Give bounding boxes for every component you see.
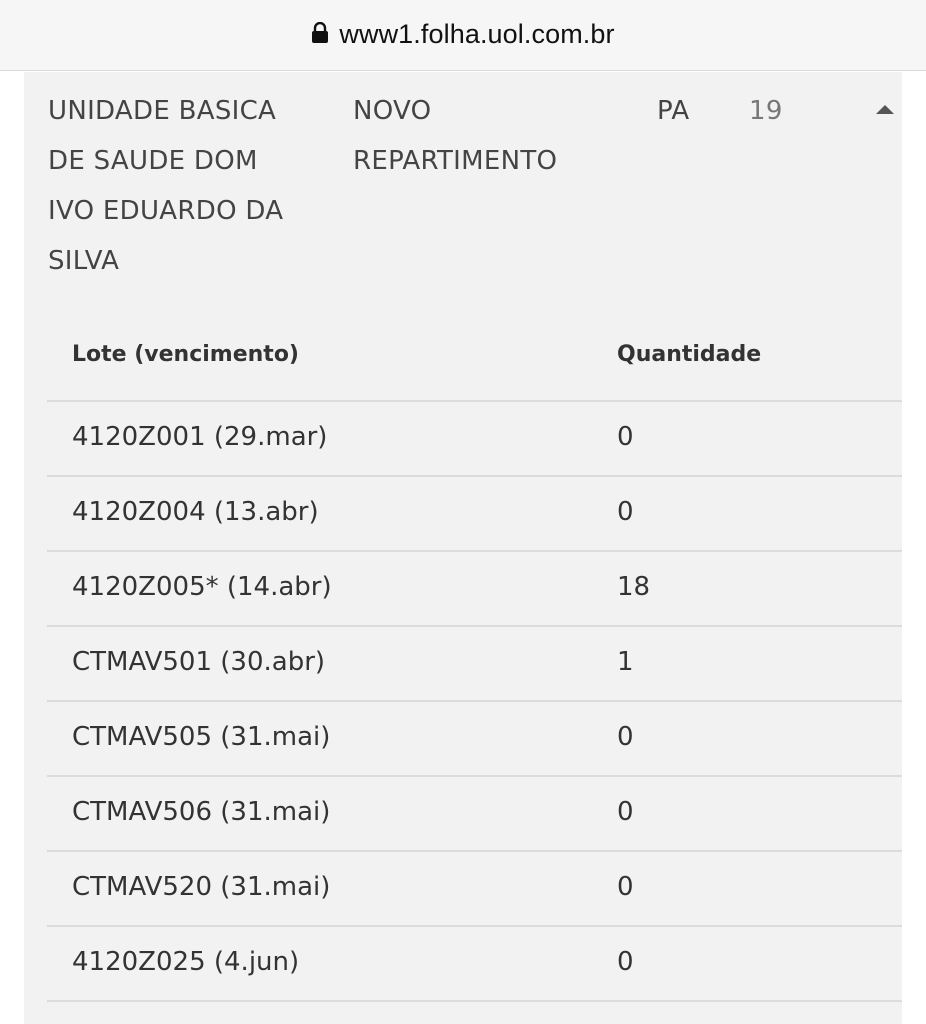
lot-cell: 4120Z004 (13.abr) bbox=[72, 497, 319, 527]
lot-cell: CTMAV506 (31.mai) bbox=[72, 797, 331, 827]
city-name: NOVO REPARTIMENTO bbox=[353, 96, 558, 176]
caret-up-icon[interactable] bbox=[876, 104, 894, 114]
quantity-cell: 1 bbox=[617, 647, 634, 677]
lot-cell: CTMAV501 (30.abr) bbox=[72, 647, 326, 677]
quantity-cell: 18 bbox=[617, 572, 651, 602]
health-unit-name: UNIDADE BASICA DE SAUDE DOM IVO EDUARDO DA SILVA bbox=[48, 96, 284, 276]
lot-cell: 4120Z005* (14.abr) bbox=[72, 572, 332, 602]
quantity-cell: 0 bbox=[617, 722, 634, 752]
browser-address-bar[interactable] bbox=[0, 0, 926, 71]
table-body bbox=[47, 400, 902, 1000]
column-header-lot: Lote (vencimento) bbox=[72, 342, 299, 367]
table-row bbox=[47, 475, 902, 550]
table-row bbox=[47, 625, 902, 700]
url-text: www1.folha.uol.com.br bbox=[339, 18, 615, 49]
table-row bbox=[47, 775, 902, 850]
quantity-cell: 0 bbox=[617, 872, 634, 902]
dose-count: 19 bbox=[749, 96, 783, 126]
quantity-cell: 0 bbox=[617, 422, 634, 452]
table-row bbox=[47, 550, 902, 625]
vaccination-site-panel bbox=[24, 72, 902, 1024]
column-header-quantity: Quantidade bbox=[617, 342, 762, 367]
state-code: PA bbox=[657, 96, 690, 126]
quantity-cell: 0 bbox=[617, 947, 634, 977]
table-row bbox=[47, 925, 902, 1000]
table-row bbox=[47, 850, 902, 925]
lot-cell: 4120Z001 (29.mar) bbox=[72, 422, 328, 452]
lot-cell: CTMAV505 (31.mai) bbox=[72, 722, 331, 752]
lot-cell: 4120Z025 (4.jun) bbox=[72, 947, 300, 977]
url-display[interactable] bbox=[0, 14, 926, 54]
table-bottom-divider bbox=[47, 1000, 902, 1002]
lot-cell: CTMAV520 (31.mai) bbox=[72, 872, 331, 902]
quantity-cell: 0 bbox=[617, 497, 634, 527]
lock-icon bbox=[311, 22, 329, 44]
table-row bbox=[47, 400, 902, 475]
table-row bbox=[47, 700, 902, 775]
quantity-cell: 0 bbox=[617, 797, 634, 827]
